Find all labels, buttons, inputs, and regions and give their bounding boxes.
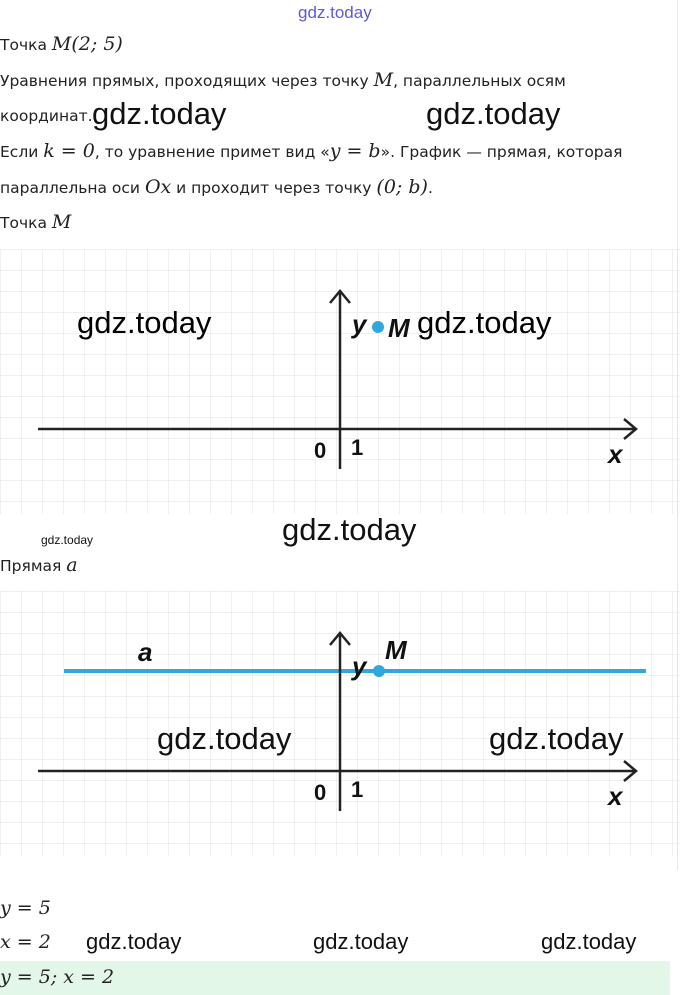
site-watermark[interactable]: gdz.today bbox=[298, 3, 372, 22]
origin-label: 0 bbox=[314, 780, 327, 805]
statement-text: Уравнения прямых, проходящих через точку bbox=[0, 72, 369, 90]
watermark: gdz.today bbox=[41, 533, 94, 547]
equation-y: y = 5 bbox=[0, 897, 51, 919]
condition-post: ». График — прямая, которая bbox=[380, 143, 623, 161]
parallel-axis: Ox bbox=[144, 176, 172, 198]
caption-point-math: M bbox=[51, 211, 72, 233]
condition-pre: Если bbox=[0, 143, 39, 161]
watermark: gdz.today bbox=[86, 929, 182, 954]
parallel-point: (0; b) bbox=[376, 176, 428, 198]
statement-line bbox=[0, 70, 566, 91]
caption-line-math: a bbox=[66, 554, 78, 576]
unit-label: 1 bbox=[351, 435, 364, 460]
equation-x: x = 2 bbox=[0, 931, 51, 953]
origin-label: 0 bbox=[314, 438, 327, 463]
caption-line-label: Прямая bbox=[0, 557, 62, 575]
watermark: gdz.today bbox=[282, 512, 417, 547]
x-axis-label: x bbox=[608, 439, 623, 469]
watermark: gdz.today bbox=[313, 929, 409, 954]
parallel-post: . bbox=[427, 179, 433, 197]
line-a-label: a bbox=[138, 637, 153, 667]
caption-point-label: Точка bbox=[0, 214, 47, 232]
watermark: gdz.today bbox=[417, 305, 552, 340]
point-label: Точка bbox=[0, 36, 47, 54]
point-m-label: M bbox=[388, 313, 410, 343]
point-coords: M(2; 5) bbox=[51, 33, 123, 55]
parallel-line bbox=[0, 177, 433, 198]
condition-mid: , то уравнение примет вид « bbox=[94, 143, 330, 161]
statement-tail: , параллельных осям bbox=[393, 72, 566, 90]
statement-point: M bbox=[373, 69, 394, 91]
watermark: gdz.today bbox=[489, 721, 624, 756]
y-axis-label: y bbox=[352, 651, 367, 681]
y-axis-label: y bbox=[352, 309, 367, 339]
watermark: gdz.today bbox=[157, 721, 292, 756]
parallel-pre: параллельна оси bbox=[0, 179, 140, 197]
watermark: gdz.today bbox=[92, 96, 227, 131]
caption-point bbox=[0, 212, 71, 233]
condition-k: k = 0 bbox=[43, 140, 95, 162]
watermark: gdz.today bbox=[541, 929, 637, 954]
condition-eq: y = b bbox=[329, 140, 381, 162]
point-m bbox=[373, 665, 385, 677]
caption-line bbox=[0, 555, 78, 576]
point-line bbox=[0, 34, 123, 55]
line-graph bbox=[0, 591, 680, 856]
watermark: gdz.today bbox=[426, 96, 561, 131]
point-m bbox=[372, 321, 384, 333]
statement-line-2: координат. bbox=[0, 107, 93, 125]
point-m-label: M bbox=[385, 635, 407, 665]
watermark: gdz.today bbox=[77, 305, 212, 340]
point-graph bbox=[0, 249, 680, 514]
condition-line bbox=[0, 141, 622, 162]
x-axis-label: x bbox=[608, 781, 623, 811]
parallel-mid: и проходит через точку bbox=[176, 179, 372, 197]
answer: y = 5; x = 2 bbox=[0, 966, 115, 988]
unit-label: 1 bbox=[351, 777, 364, 802]
